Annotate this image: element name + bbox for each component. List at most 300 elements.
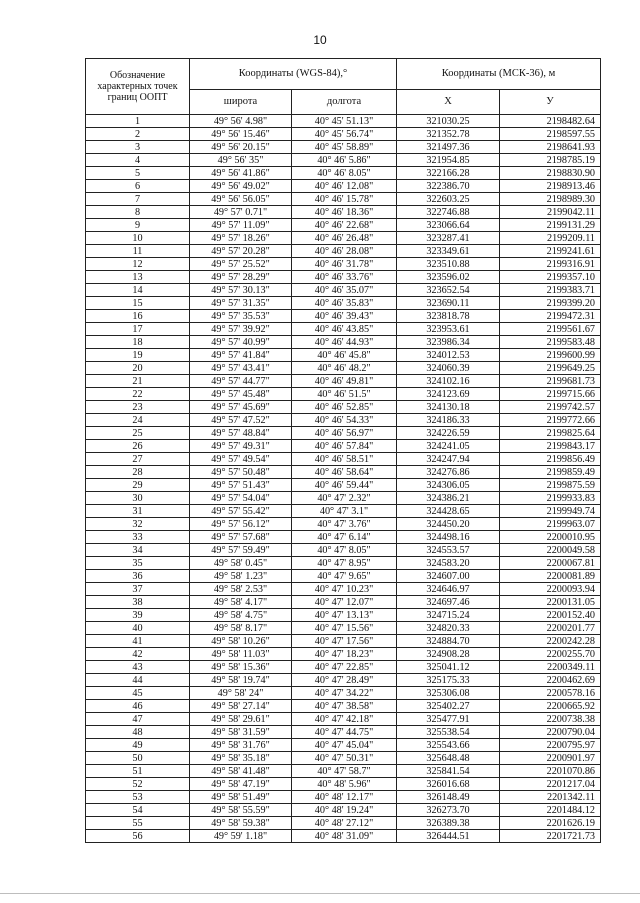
- x-coordinate-cell: 324450.20: [397, 518, 500, 531]
- latitude-cell: 49° 57' 56.12": [190, 518, 292, 531]
- longitude-cell: 40° 45' 58.89": [292, 141, 397, 154]
- x-coordinate-cell: 325402.27: [397, 700, 500, 713]
- x-coordinate-cell: 324241.05: [397, 440, 500, 453]
- longitude-cell: 40° 47' 58.7": [292, 765, 397, 778]
- longitude-cell: 40° 46' 58.64": [292, 466, 397, 479]
- y-coordinate-cell: 2200790.04: [500, 726, 601, 739]
- latitude-cell: 49° 58' 4.17": [190, 596, 292, 609]
- longitude-cell: 40° 47' 3.76": [292, 518, 397, 531]
- x-coordinate-cell: 323349.61: [397, 245, 500, 258]
- y-coordinate-cell: 2200067.81: [500, 557, 601, 570]
- latitude-cell: 49° 58' 31.76": [190, 739, 292, 752]
- page-number: 10: [313, 33, 327, 47]
- point-number-cell: 5: [86, 167, 190, 180]
- latitude-cell: 49° 59' 1.18": [190, 830, 292, 843]
- point-number-cell: 9: [86, 219, 190, 232]
- point-number-cell: 35: [86, 557, 190, 570]
- latitude-cell: 49° 56' 20.15": [190, 141, 292, 154]
- longitude-cell: 40° 48' 12.17": [292, 791, 397, 804]
- point-designation-header: Обозначение характерных точек границ ООПТ: [86, 59, 190, 115]
- latitude-cell: 49° 58' 31.59": [190, 726, 292, 739]
- point-number-cell: 31: [86, 505, 190, 518]
- y-coordinate-cell: 2200081.89: [500, 570, 601, 583]
- x-coordinate-cell: 323066.64: [397, 219, 500, 232]
- point-number-cell: 18: [86, 336, 190, 349]
- latitude-cell: 49° 57' 18.26": [190, 232, 292, 245]
- table-row: [86, 206, 601, 219]
- table-row: [86, 297, 601, 310]
- x-coordinate-cell: 324386.21: [397, 492, 500, 505]
- x-coordinate-cell: 324607.00: [397, 570, 500, 583]
- y-header: У: [500, 90, 601, 115]
- table-row: [86, 830, 601, 843]
- longitude-cell: 40° 46' 33.76": [292, 271, 397, 284]
- longitude-cell: 40° 46' 22.68": [292, 219, 397, 232]
- point-number-cell: 47: [86, 713, 190, 726]
- x-coordinate-cell: 321954.85: [397, 154, 500, 167]
- table-row: [86, 440, 601, 453]
- y-coordinate-cell: 2198785.19: [500, 154, 601, 167]
- x-header: X: [397, 90, 500, 115]
- table-row: [86, 765, 601, 778]
- y-coordinate-cell: 2199856.49: [500, 453, 601, 466]
- point-number-cell: 36: [86, 570, 190, 583]
- latitude-cell: 49° 58' 29.61": [190, 713, 292, 726]
- point-number-cell: 21: [86, 375, 190, 388]
- y-coordinate-cell: 2200131.05: [500, 596, 601, 609]
- latitude-cell: 49° 58' 35.18": [190, 752, 292, 765]
- y-coordinate-cell: 2200242.28: [500, 635, 601, 648]
- longitude-cell: 40° 46' 45.8": [292, 349, 397, 362]
- latitude-cell: 49° 57' 31.35": [190, 297, 292, 310]
- longitude-cell: 40° 46' 18.36": [292, 206, 397, 219]
- x-coordinate-cell: 325175.33: [397, 674, 500, 687]
- point-number-cell: 4: [86, 154, 190, 167]
- point-number-cell: 28: [86, 466, 190, 479]
- x-coordinate-cell: 323596.02: [397, 271, 500, 284]
- y-coordinate-cell: 2201626.19: [500, 817, 601, 830]
- latitude-cell: 49° 57' 20.28": [190, 245, 292, 258]
- longitude-cell: 40° 47' 42.18": [292, 713, 397, 726]
- longitude-cell: 40° 48' 19.24": [292, 804, 397, 817]
- x-coordinate-cell: 321352.78: [397, 128, 500, 141]
- y-coordinate-cell: 2200255.70: [500, 648, 601, 661]
- longitude-cell: 40° 46' 43.85": [292, 323, 397, 336]
- table-row: [86, 310, 601, 323]
- table-row: [86, 466, 601, 479]
- table-row: [86, 609, 601, 622]
- point-number-cell: 29: [86, 479, 190, 492]
- longitude-cell: 40° 46' 54.33": [292, 414, 397, 427]
- x-coordinate-cell: 323652.54: [397, 284, 500, 297]
- point-number-cell: 8: [86, 206, 190, 219]
- latitude-cell: 49° 57' 55.42": [190, 505, 292, 518]
- longitude-cell: 40° 46' 48.2": [292, 362, 397, 375]
- y-coordinate-cell: 2199042.11: [500, 206, 601, 219]
- longitude-cell: 40° 46' 56.97": [292, 427, 397, 440]
- longitude-cell: 40° 47' 12.07": [292, 596, 397, 609]
- longitude-cell: 40° 46' 58.51": [292, 453, 397, 466]
- table-row: [86, 141, 601, 154]
- table-row: [86, 687, 601, 700]
- point-number-cell: 27: [86, 453, 190, 466]
- x-coordinate-cell: 324247.94: [397, 453, 500, 466]
- point-number-cell: 38: [86, 596, 190, 609]
- table-row: [86, 258, 601, 271]
- y-coordinate-cell: 2199949.74: [500, 505, 601, 518]
- y-coordinate-cell: 2199963.07: [500, 518, 601, 531]
- y-coordinate-cell: 2200349.11: [500, 661, 601, 674]
- x-coordinate-cell: 326016.68: [397, 778, 500, 791]
- point-number-cell: 45: [86, 687, 190, 700]
- x-coordinate-cell: 325477.91: [397, 713, 500, 726]
- x-coordinate-cell: 326148.49: [397, 791, 500, 804]
- longitude-cell: 40° 46' 35.07": [292, 284, 397, 297]
- y-coordinate-cell: 2199772.66: [500, 414, 601, 427]
- y-coordinate-cell: 2199681.73: [500, 375, 601, 388]
- x-coordinate-cell: 324498.16: [397, 531, 500, 544]
- longitude-cell: 40° 48' 27.12": [292, 817, 397, 830]
- point-number-cell: 26: [86, 440, 190, 453]
- point-number-cell: 55: [86, 817, 190, 830]
- y-coordinate-cell: 2200152.40: [500, 609, 601, 622]
- point-number-cell: 37: [86, 583, 190, 596]
- point-number-cell: 40: [86, 622, 190, 635]
- point-number-cell: 23: [86, 401, 190, 414]
- table-row: [86, 804, 601, 817]
- latitude-cell: 49° 58' 27.14": [190, 700, 292, 713]
- latitude-cell: 49° 57' 41.84": [190, 349, 292, 362]
- table-row: [86, 375, 601, 388]
- y-coordinate-cell: 2201217.04: [500, 778, 601, 791]
- x-coordinate-cell: 324102.16: [397, 375, 500, 388]
- latitude-cell: 49° 58' 41.48": [190, 765, 292, 778]
- longitude-cell: 40° 46' 5.86": [292, 154, 397, 167]
- point-number-cell: 25: [86, 427, 190, 440]
- latitude-cell: 49° 57' 54.04": [190, 492, 292, 505]
- msk36-header: Координаты (МСК-36), м: [397, 59, 601, 90]
- latitude-cell: 49° 57' 39.92": [190, 323, 292, 336]
- x-coordinate-cell: 324186.33: [397, 414, 500, 427]
- x-coordinate-cell: 323690.11: [397, 297, 500, 310]
- table-row: [86, 128, 601, 141]
- longitude-cell: 40° 48' 5.96": [292, 778, 397, 791]
- latitude-cell: 49° 56' 4.98": [190, 115, 292, 128]
- x-coordinate-cell: 324306.05: [397, 479, 500, 492]
- x-coordinate-cell: 323953.61: [397, 323, 500, 336]
- latitude-cell: 49° 56' 15.46": [190, 128, 292, 141]
- y-coordinate-cell: 2199472.31: [500, 310, 601, 323]
- x-coordinate-cell: 325041.12: [397, 661, 500, 674]
- latitude-cell: 49° 56' 49.02": [190, 180, 292, 193]
- point-number-cell: 42: [86, 648, 190, 661]
- y-coordinate-cell: 2200462.69: [500, 674, 601, 687]
- point-number-cell: 53: [86, 791, 190, 804]
- point-number-cell: 2: [86, 128, 190, 141]
- y-coordinate-cell: 2199316.91: [500, 258, 601, 271]
- coordinates-table: [85, 58, 601, 843]
- y-coordinate-cell: 2200010.95: [500, 531, 601, 544]
- x-coordinate-cell: 321030.25: [397, 115, 500, 128]
- x-coordinate-cell: 326389.38: [397, 817, 500, 830]
- longitude-cell: 40° 47' 6.14": [292, 531, 397, 544]
- latitude-cell: 49° 57' 57.68": [190, 531, 292, 544]
- point-number-cell: 22: [86, 388, 190, 401]
- y-coordinate-cell: 2199383.71: [500, 284, 601, 297]
- latitude-cell: 49° 57' 51.43": [190, 479, 292, 492]
- table-row: [86, 349, 601, 362]
- longitude-cell: 40° 46' 31.78": [292, 258, 397, 271]
- x-coordinate-cell: 324553.57: [397, 544, 500, 557]
- point-number-cell: 17: [86, 323, 190, 336]
- table-row: [86, 700, 601, 713]
- longitude-cell: 40° 47' 22.85": [292, 661, 397, 674]
- table-row: [86, 219, 601, 232]
- table-row: [86, 115, 601, 128]
- y-coordinate-cell: 2199742.57: [500, 401, 601, 414]
- latitude-cell: 49° 57' 35.53": [190, 310, 292, 323]
- point-number-cell: 52: [86, 778, 190, 791]
- x-coordinate-cell: 325841.54: [397, 765, 500, 778]
- latitude-cell: 49° 58' 15.36": [190, 661, 292, 674]
- point-number-cell: 7: [86, 193, 190, 206]
- latitude-cell: 49° 57' 0.71": [190, 206, 292, 219]
- table-row: [86, 557, 601, 570]
- table-row: [86, 154, 601, 167]
- y-coordinate-cell: 2198641.93: [500, 141, 601, 154]
- x-coordinate-cell: 324884.70: [397, 635, 500, 648]
- longitude-cell: 40° 45' 56.74": [292, 128, 397, 141]
- y-coordinate-cell: 2199649.25: [500, 362, 601, 375]
- y-coordinate-cell: 2200201.77: [500, 622, 601, 635]
- longitude-cell: 40° 46' 28.08": [292, 245, 397, 258]
- table-row: [86, 193, 601, 206]
- wgs84-header: Координаты (WGS-84),°: [190, 59, 397, 90]
- latitude-cell: 49° 58' 19.74": [190, 674, 292, 687]
- x-coordinate-cell: 324060.39: [397, 362, 500, 375]
- y-coordinate-cell: 2200093.94: [500, 583, 601, 596]
- latitude-cell: 49° 56' 41.86": [190, 167, 292, 180]
- x-coordinate-cell: 324583.20: [397, 557, 500, 570]
- latitude-cell: 49° 58' 24": [190, 687, 292, 700]
- longitude-cell: 40° 46' 52.85": [292, 401, 397, 414]
- y-coordinate-cell: 2201484.12: [500, 804, 601, 817]
- point-number-cell: 3: [86, 141, 190, 154]
- table-row: [86, 791, 601, 804]
- latitude-cell: 49° 57' 48.84": [190, 427, 292, 440]
- longitude-cell: 40° 48' 31.09": [292, 830, 397, 843]
- y-coordinate-cell: 2200665.92: [500, 700, 601, 713]
- table-row: [86, 817, 601, 830]
- longitude-cell: 40° 47' 8.95": [292, 557, 397, 570]
- point-number-cell: 16: [86, 310, 190, 323]
- point-number-cell: 10: [86, 232, 190, 245]
- table-row: [86, 583, 601, 596]
- coordinates-table-body: [86, 115, 601, 843]
- x-coordinate-cell: 324130.18: [397, 401, 500, 414]
- y-coordinate-cell: 2199399.20: [500, 297, 601, 310]
- table-row: [86, 726, 601, 739]
- y-coordinate-cell: 2199209.11: [500, 232, 601, 245]
- table-row: [86, 232, 601, 245]
- latitude-cell: 49° 58' 0.45": [190, 557, 292, 570]
- y-coordinate-cell: 2200738.38: [500, 713, 601, 726]
- table-row: [86, 505, 601, 518]
- point-number-cell: 34: [86, 544, 190, 557]
- table-row: [86, 427, 601, 440]
- table-row: [86, 284, 601, 297]
- point-number-cell: 56: [86, 830, 190, 843]
- point-number-cell: 24: [86, 414, 190, 427]
- longitude-header: долгота: [292, 90, 397, 115]
- y-coordinate-cell: 2199933.83: [500, 492, 601, 505]
- y-coordinate-cell: 2200901.97: [500, 752, 601, 765]
- latitude-cell: 49° 57' 25.52": [190, 258, 292, 271]
- latitude-cell: 49° 58' 2.53": [190, 583, 292, 596]
- y-coordinate-cell: 2198482.64: [500, 115, 601, 128]
- x-coordinate-cell: 323986.34: [397, 336, 500, 349]
- y-coordinate-cell: 2199715.66: [500, 388, 601, 401]
- x-coordinate-cell: 325648.48: [397, 752, 500, 765]
- table-row: [86, 180, 601, 193]
- longitude-cell: 40° 46' 49.81": [292, 375, 397, 388]
- latitude-cell: 49° 58' 8.17": [190, 622, 292, 635]
- point-number-cell: 15: [86, 297, 190, 310]
- table-row: [86, 713, 601, 726]
- x-coordinate-cell: 325543.66: [397, 739, 500, 752]
- x-coordinate-cell: 323510.88: [397, 258, 500, 271]
- y-coordinate-cell: 2199241.61: [500, 245, 601, 258]
- table-row: [86, 336, 601, 349]
- table-row: [86, 739, 601, 752]
- latitude-cell: 49° 57' 59.49": [190, 544, 292, 557]
- longitude-cell: 40° 47' 17.56": [292, 635, 397, 648]
- table-row: [86, 661, 601, 674]
- point-number-cell: 49: [86, 739, 190, 752]
- table-row: [86, 414, 601, 427]
- latitude-cell: 49° 58' 51.49": [190, 791, 292, 804]
- table-row: [86, 388, 601, 401]
- point-number-cell: 33: [86, 531, 190, 544]
- y-coordinate-cell: 2198597.55: [500, 128, 601, 141]
- x-coordinate-cell: 324123.69: [397, 388, 500, 401]
- point-number-cell: 12: [86, 258, 190, 271]
- x-coordinate-cell: 323818.78: [397, 310, 500, 323]
- longitude-cell: 40° 46' 8.05": [292, 167, 397, 180]
- table-row: [86, 401, 601, 414]
- table-row: [86, 596, 601, 609]
- point-number-cell: 54: [86, 804, 190, 817]
- x-coordinate-cell: 322386.70: [397, 180, 500, 193]
- y-coordinate-cell: 2200795.97: [500, 739, 601, 752]
- latitude-cell: 49° 58' 10.26": [190, 635, 292, 648]
- latitude-cell: 49° 57' 50.48": [190, 466, 292, 479]
- point-number-cell: 30: [86, 492, 190, 505]
- latitude-cell: 49° 57' 45.69": [190, 401, 292, 414]
- latitude-cell: 49° 56' 56.05": [190, 193, 292, 206]
- latitude-cell: 49° 57' 49.54": [190, 453, 292, 466]
- latitude-cell: 49° 57' 11.09": [190, 219, 292, 232]
- x-coordinate-cell: 324697.46: [397, 596, 500, 609]
- point-number-cell: 50: [86, 752, 190, 765]
- latitude-cell: 49° 57' 49.31": [190, 440, 292, 453]
- x-coordinate-cell: 326444.51: [397, 830, 500, 843]
- table-row: [86, 635, 601, 648]
- y-coordinate-cell: 2198989.30: [500, 193, 601, 206]
- y-coordinate-cell: 2201342.11: [500, 791, 601, 804]
- point-number-cell: 6: [86, 180, 190, 193]
- longitude-cell: 40° 47' 9.65": [292, 570, 397, 583]
- table-row: [86, 323, 601, 336]
- x-coordinate-cell: 324012.53: [397, 349, 500, 362]
- table-row: [86, 492, 601, 505]
- longitude-cell: 40° 46' 35.83": [292, 297, 397, 310]
- x-coordinate-cell: 323287.41: [397, 232, 500, 245]
- longitude-cell: 40° 47' 50.31": [292, 752, 397, 765]
- table-row: [86, 648, 601, 661]
- longitude-cell: 40° 47' 38.58": [292, 700, 397, 713]
- point-number-cell: 32: [86, 518, 190, 531]
- point-number-cell: 19: [86, 349, 190, 362]
- x-coordinate-cell: 325538.54: [397, 726, 500, 739]
- table-row: [86, 531, 601, 544]
- latitude-cell: 49° 58' 4.75": [190, 609, 292, 622]
- table-row: [86, 453, 601, 466]
- x-coordinate-cell: 324276.86: [397, 466, 500, 479]
- x-coordinate-cell: 322746.88: [397, 206, 500, 219]
- x-coordinate-cell: 321497.36: [397, 141, 500, 154]
- table-row: [86, 544, 601, 557]
- longitude-cell: 40° 47' 10.23": [292, 583, 397, 596]
- longitude-cell: 40° 45' 51.13": [292, 115, 397, 128]
- table-row: [86, 752, 601, 765]
- table-row: [86, 167, 601, 180]
- latitude-cell: 49° 58' 11.03": [190, 648, 292, 661]
- point-number-cell: 14: [86, 284, 190, 297]
- latitude-header: широта: [190, 90, 292, 115]
- table-row: [86, 271, 601, 284]
- point-number-cell: 43: [86, 661, 190, 674]
- x-coordinate-cell: 324820.33: [397, 622, 500, 635]
- x-coordinate-cell: 325306.08: [397, 687, 500, 700]
- y-coordinate-cell: 2201721.73: [500, 830, 601, 843]
- point-number-cell: 44: [86, 674, 190, 687]
- longitude-cell: 40° 47' 8.05": [292, 544, 397, 557]
- longitude-cell: 40° 47' 28.49": [292, 674, 397, 687]
- latitude-cell: 49° 58' 55.59": [190, 804, 292, 817]
- longitude-cell: 40° 47' 3.1": [292, 505, 397, 518]
- longitude-cell: 40° 47' 2.32": [292, 492, 397, 505]
- latitude-cell: 49° 57' 30.13": [190, 284, 292, 297]
- y-coordinate-cell: 2198830.90: [500, 167, 601, 180]
- x-coordinate-cell: 322166.28: [397, 167, 500, 180]
- x-coordinate-cell: 324428.65: [397, 505, 500, 518]
- longitude-cell: 40° 46' 12.08": [292, 180, 397, 193]
- y-coordinate-cell: 2199843.17: [500, 440, 601, 453]
- table-row: [86, 362, 601, 375]
- latitude-cell: 49° 57' 47.52": [190, 414, 292, 427]
- table-row: [86, 518, 601, 531]
- y-coordinate-cell: 2199600.99: [500, 349, 601, 362]
- latitude-cell: 49° 58' 59.38": [190, 817, 292, 830]
- x-coordinate-cell: 324715.24: [397, 609, 500, 622]
- longitude-cell: 40° 47' 34.22": [292, 687, 397, 700]
- table-row: [86, 778, 601, 791]
- y-coordinate-cell: 2199561.67: [500, 323, 601, 336]
- latitude-cell: 49° 57' 45.48": [190, 388, 292, 401]
- x-coordinate-cell: 324226.59: [397, 427, 500, 440]
- point-number-cell: 41: [86, 635, 190, 648]
